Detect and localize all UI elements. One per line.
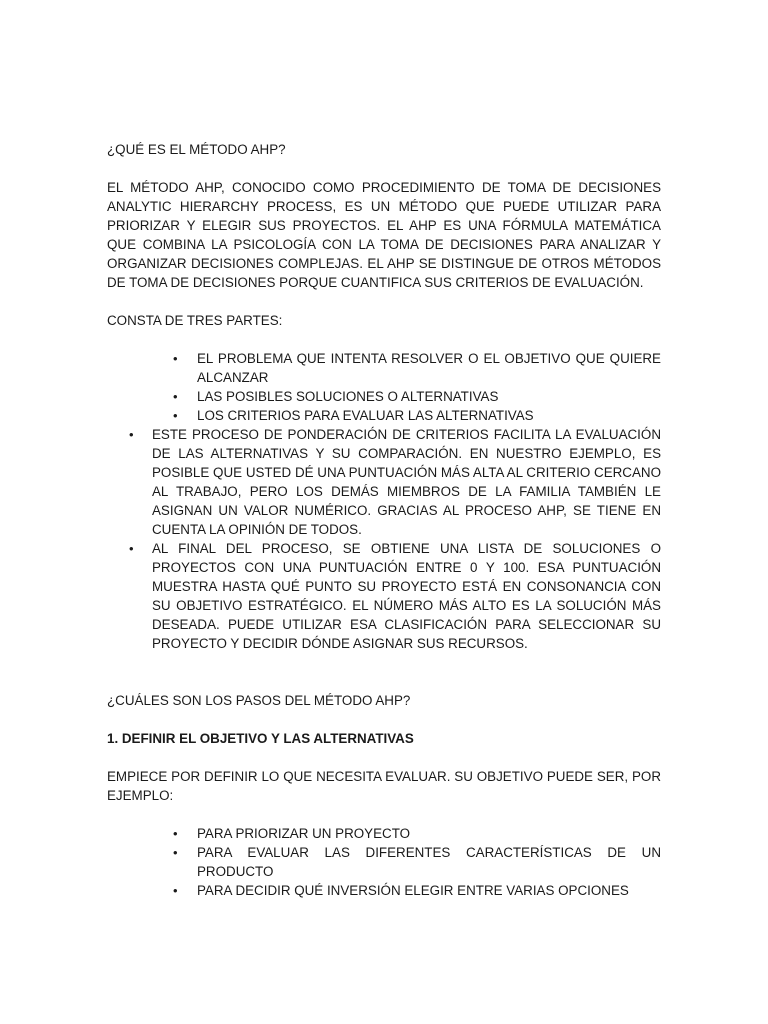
list-item <box>129 425 661 539</box>
list-item-text: LAS POSIBLES SOLUCIONES O ALTERNATIVAS <box>197 389 499 404</box>
step-title: 1. DEFINIR EL OBJETIVO Y LAS ALTERNATIVAS <box>107 731 414 746</box>
list-item-text: AL FINAL DEL PROCESO, SE OBTIENE UNA LISTA DE SOLUCIONES O PROYECTOS CON UNA PUNTUACIÓN ENTRE 0 Y 100. ESA PUNTUACIÓN MUESTRA HASTA QUÉ PUNTO SU PROYECTO ESTÁ EN CONSONANCIA CON SU OBJETIVO ESTRATÉGICO. EL NÚMERO MÁS ALTO ES LA SOLUCIÓN MÁS DESEADA. PUEDE UTILIZAR ESA CLASIFICACIÓN PARA SELECCIONAR SU PROYECTO Y DECIDIR DÓNDE ASIGNAR SUS RECURSOS. <box>152 541 661 651</box>
parts-list <box>107 349 661 425</box>
spacer <box>107 653 661 691</box>
document-body <box>107 140 661 900</box>
bullet-icon: • <box>129 541 134 556</box>
bullet-icon: • <box>173 883 178 898</box>
parts-intro: CONSTA DE TRES PARTES: <box>107 313 283 328</box>
list-item-text: ESTE PROCESO DE PONDERACIÓN DE CRITERIOS FACILITA LA EVALUACIÓN DE LAS ALTERNATIVAS Y SU COMPARACIÓN. EN NUESTRO EJEMPLO, ES POSIBLE QUE USTED DÉ UNA PUNTUACIÓN MÁS ALTA AL CRITERIO CERCANO AL TRABAJO, PERO LOS DEMÁS MIEMBROS DE LA FAMILIA TAMBIÉN LE ASIGNAN UN VALOR NUMÉRICO. GRACIAS AL PROCESO AHP, SE TIENE EN CUENTA LA OPINIÓN DE TODOS. <box>152 427 661 537</box>
list-item <box>173 843 661 881</box>
section-heading-que-es: ¿QUÉ ES EL MÉTODO AHP? <box>107 142 286 157</box>
intro-paragraph: EL MÉTODO AHP, CONOCIDO COMO PROCEDIMIENTO DE TOMA DE DECISIONES ANALYTIC HIERARCHY PROCESS, ES UN MÉTODO QUE PUEDE UTILIZAR PARA PRIORIZAR Y ELEGIR SUS PROYECTOS. EL AHP ES UNA FÓRMULA MATEMÁTICA QUE COMBINA LA PSICOLOGÍA CON LA TOMA DE DECISIONES PARA ANALIZAR Y ORGANIZAR DECISIONES COMPLEJAS. EL AHP SE DISTINGUE DE OTROS MÉTODOS DE TOMA DE DECISIONES PORQUE CUANTIFICA SUS CRITERIOS DE EVALUACIÓN. <box>107 180 661 290</box>
bullet-icon: • <box>173 389 178 404</box>
examples-list <box>107 824 661 900</box>
list-item <box>173 349 661 387</box>
bullet-icon: • <box>173 408 178 423</box>
notes-list <box>107 425 661 653</box>
list-item-text: PARA DECIDIR QUÉ INVERSIÓN ELEGIR ENTRE VARIAS OPCIONES <box>197 883 629 898</box>
bullet-icon: • <box>173 826 178 841</box>
list-item-text: PARA EVALUAR LAS DIFERENTES CARACTERÍSTICAS DE UN PRODUCTO <box>197 845 661 879</box>
list-item-text: EL PROBLEMA QUE INTENTA RESOLVER O EL OBJETIVO QUE QUIERE ALCANZAR <box>197 351 661 385</box>
bullet-icon: • <box>129 427 134 442</box>
list-item <box>173 824 661 843</box>
section-heading-pasos: ¿CUÁLES SON LOS PASOS DEL MÉTODO AHP? <box>107 693 411 708</box>
list-item <box>173 387 661 406</box>
list-item <box>173 406 661 425</box>
list-item-text: PARA PRIORIZAR UN PROYECTO <box>197 826 411 841</box>
bullet-icon: • <box>173 845 178 860</box>
list-item <box>173 881 661 900</box>
bullet-icon: • <box>173 351 178 366</box>
step-paragraph: EMPIECE POR DEFINIR LO QUE NECESITA EVALUAR. SU OBJETIVO PUEDE SER, POR EJEMPLO: <box>107 769 661 803</box>
list-item-text: LOS CRITERIOS PARA EVALUAR LAS ALTERNATIVAS <box>197 408 534 423</box>
list-item <box>129 539 661 653</box>
